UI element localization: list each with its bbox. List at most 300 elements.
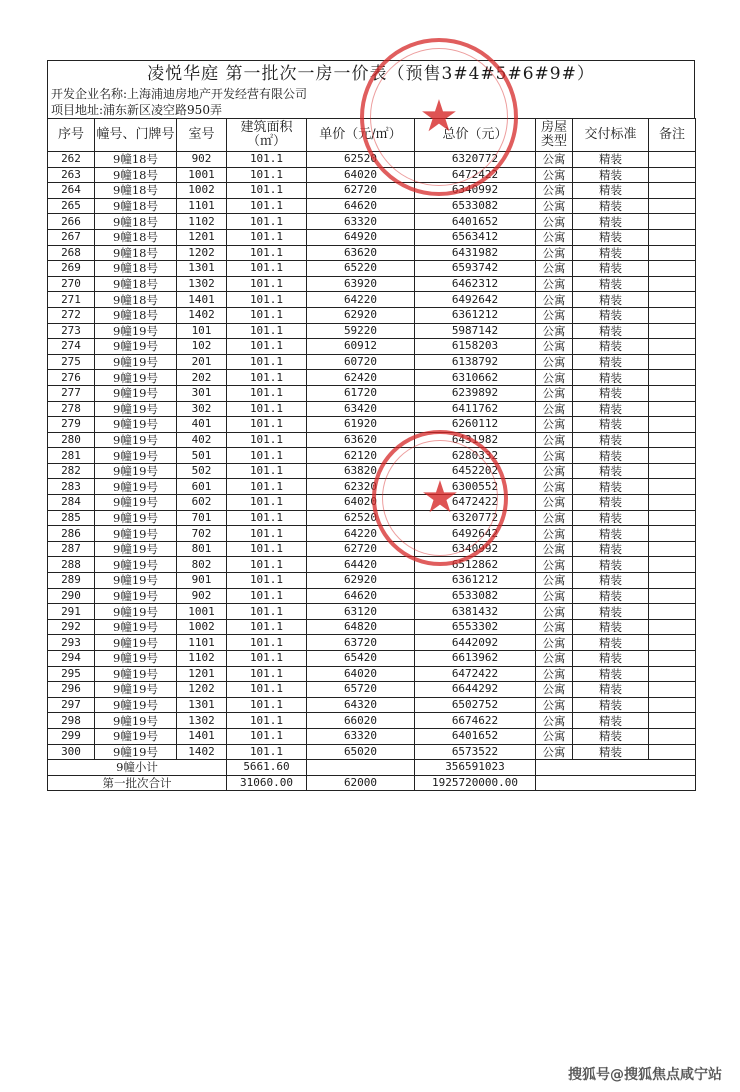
cell-unit-price: 60912 bbox=[307, 339, 415, 355]
cell-delivery: 精装 bbox=[573, 370, 649, 386]
table-row bbox=[48, 198, 696, 214]
cell-type: 公寓 bbox=[536, 682, 573, 698]
cell-area: 101.1 bbox=[227, 354, 307, 370]
cell-building: 9幢19号 bbox=[95, 557, 177, 573]
cell-building: 9幢18号 bbox=[95, 229, 177, 245]
cell-unit-price: 63120 bbox=[307, 604, 415, 620]
cell-seq: 280 bbox=[48, 432, 95, 448]
cell-type: 公寓 bbox=[536, 448, 573, 464]
cell-building: 9幢19号 bbox=[95, 588, 177, 604]
header-remark: 备注 bbox=[649, 119, 696, 152]
cell-delivery: 精装 bbox=[573, 167, 649, 183]
cell-area: 101.1 bbox=[227, 307, 307, 323]
cell-seq: 276 bbox=[48, 370, 95, 386]
cell-delivery: 精装 bbox=[573, 495, 649, 511]
cell-area: 101.1 bbox=[227, 635, 307, 651]
cell-building: 9幢19号 bbox=[95, 666, 177, 682]
cell-total-price: 6533082 bbox=[415, 588, 536, 604]
cell-area: 101.1 bbox=[227, 183, 307, 199]
cell-unit-price: 62920 bbox=[307, 307, 415, 323]
cell-delivery: 精装 bbox=[573, 713, 649, 729]
cell-seq: 300 bbox=[48, 744, 95, 760]
header-room: 室号 bbox=[177, 119, 227, 152]
table-row bbox=[48, 728, 696, 744]
cell-seq: 263 bbox=[48, 167, 95, 183]
cell-remark bbox=[649, 385, 696, 401]
table-row bbox=[48, 495, 696, 511]
cell-type: 公寓 bbox=[536, 713, 573, 729]
cell-remark bbox=[649, 666, 696, 682]
table-row bbox=[48, 339, 696, 355]
cell-total-price: 6492642 bbox=[415, 292, 536, 308]
cell-total-price: 6340992 bbox=[415, 183, 536, 199]
cell-total-price: 6563412 bbox=[415, 229, 536, 245]
cell-type: 公寓 bbox=[536, 292, 573, 308]
cell-remark bbox=[649, 417, 696, 433]
cell-remark bbox=[649, 619, 696, 635]
table-row bbox=[48, 385, 696, 401]
cell-delivery: 精装 bbox=[573, 479, 649, 495]
table-row bbox=[48, 682, 696, 698]
cell-seq: 298 bbox=[48, 713, 95, 729]
cell-total-price: 6512862 bbox=[415, 557, 536, 573]
cell-delivery: 精装 bbox=[573, 401, 649, 417]
table-row bbox=[48, 323, 696, 339]
cell-seq: 262 bbox=[48, 152, 95, 168]
price-table bbox=[47, 118, 696, 791]
cell-unit-price: 65220 bbox=[307, 261, 415, 277]
cell-area: 101.1 bbox=[227, 463, 307, 479]
cell-delivery: 精装 bbox=[573, 666, 649, 682]
cell-delivery: 精装 bbox=[573, 385, 649, 401]
cell-building: 9幢19号 bbox=[95, 573, 177, 589]
table-header-row bbox=[48, 119, 696, 152]
cell-delivery: 精装 bbox=[573, 697, 649, 713]
cell-room: 1301 bbox=[177, 261, 227, 277]
cell-unit-price: 64020 bbox=[307, 167, 415, 183]
cell-seq: 264 bbox=[48, 183, 95, 199]
cell-type: 公寓 bbox=[536, 339, 573, 355]
cell-building: 9幢19号 bbox=[95, 339, 177, 355]
cell-delivery: 精装 bbox=[573, 354, 649, 370]
cell-type: 公寓 bbox=[536, 385, 573, 401]
cell-remark bbox=[649, 198, 696, 214]
cell-area: 101.1 bbox=[227, 245, 307, 261]
cell-unit-price: 64620 bbox=[307, 588, 415, 604]
cell-type: 公寓 bbox=[536, 432, 573, 448]
cell-type: 公寓 bbox=[536, 323, 573, 339]
cell-building: 9幢19号 bbox=[95, 495, 177, 511]
cell-seq: 294 bbox=[48, 651, 95, 667]
cell-seq: 273 bbox=[48, 323, 95, 339]
cell-room: 502 bbox=[177, 463, 227, 479]
cell-building: 9幢19号 bbox=[95, 479, 177, 495]
cell-delivery: 精装 bbox=[573, 557, 649, 573]
cell-remark bbox=[649, 354, 696, 370]
cell-room: 301 bbox=[177, 385, 227, 401]
cell-room: 501 bbox=[177, 448, 227, 464]
cell-delivery: 精装 bbox=[573, 307, 649, 323]
cell-unit-price: 64620 bbox=[307, 198, 415, 214]
cell-total-price: 6320772 bbox=[415, 152, 536, 168]
cell-area: 101.1 bbox=[227, 261, 307, 277]
cell-area: 101.1 bbox=[227, 401, 307, 417]
cell-total-price: 6361212 bbox=[415, 573, 536, 589]
cell-unit-price: 63620 bbox=[307, 245, 415, 261]
cell-seq: 271 bbox=[48, 292, 95, 308]
cell-unit-price: 63320 bbox=[307, 214, 415, 230]
cell-remark bbox=[649, 651, 696, 667]
cell-delivery: 精装 bbox=[573, 463, 649, 479]
cell-total-price: 6431982 bbox=[415, 432, 536, 448]
cell-remark bbox=[649, 713, 696, 729]
cell-type: 公寓 bbox=[536, 276, 573, 292]
cell-unit-price: 64820 bbox=[307, 619, 415, 635]
cell-area: 101.1 bbox=[227, 666, 307, 682]
subtotal-unit-price bbox=[307, 760, 415, 776]
cell-total-price: 6401652 bbox=[415, 214, 536, 230]
cell-total-price: 6310662 bbox=[415, 370, 536, 386]
cell-type: 公寓 bbox=[536, 697, 573, 713]
cell-unit-price: 65020 bbox=[307, 744, 415, 760]
cell-remark bbox=[649, 463, 696, 479]
cell-delivery: 精装 bbox=[573, 198, 649, 214]
cell-building: 9幢19号 bbox=[95, 401, 177, 417]
table-row bbox=[48, 167, 696, 183]
cell-unit-price: 64320 bbox=[307, 697, 415, 713]
cell-seq: 292 bbox=[48, 619, 95, 635]
cell-total-price: 6431982 bbox=[415, 245, 536, 261]
cell-area: 101.1 bbox=[227, 167, 307, 183]
watermark-credit: 搜狐号@搜狐焦点咸宁站 bbox=[568, 1067, 722, 1083]
cell-total-price: 6260112 bbox=[415, 417, 536, 433]
cell-total-price: 6573522 bbox=[415, 744, 536, 760]
subtotal-blank bbox=[536, 760, 696, 776]
cell-seq: 283 bbox=[48, 479, 95, 495]
cell-seq: 278 bbox=[48, 401, 95, 417]
cell-seq: 295 bbox=[48, 666, 95, 682]
cell-delivery: 精装 bbox=[573, 245, 649, 261]
cell-seq: 297 bbox=[48, 697, 95, 713]
cell-seq: 296 bbox=[48, 682, 95, 698]
cell-room: 1002 bbox=[177, 619, 227, 635]
table-row bbox=[48, 261, 696, 277]
subtotal-total: 356591023 bbox=[415, 760, 536, 776]
cell-delivery: 精装 bbox=[573, 276, 649, 292]
table-row bbox=[48, 370, 696, 386]
cell-total-price: 6401652 bbox=[415, 728, 536, 744]
cell-remark bbox=[649, 728, 696, 744]
cell-type: 公寓 bbox=[536, 183, 573, 199]
cell-room: 101 bbox=[177, 323, 227, 339]
cell-total-price: 6533082 bbox=[415, 198, 536, 214]
cell-unit-price: 64220 bbox=[307, 526, 415, 542]
cell-unit-price: 64920 bbox=[307, 229, 415, 245]
cell-building: 9幢19号 bbox=[95, 713, 177, 729]
cell-room: 201 bbox=[177, 354, 227, 370]
cell-room: 302 bbox=[177, 401, 227, 417]
cell-type: 公寓 bbox=[536, 604, 573, 620]
cell-type: 公寓 bbox=[536, 526, 573, 542]
cell-building: 9幢18号 bbox=[95, 261, 177, 277]
cell-remark bbox=[649, 370, 696, 386]
cell-type: 公寓 bbox=[536, 354, 573, 370]
cell-total-price: 6361212 bbox=[415, 307, 536, 323]
cell-seq: 281 bbox=[48, 448, 95, 464]
cell-building: 9幢19号 bbox=[95, 697, 177, 713]
header-total-price: 总价（元） bbox=[415, 119, 536, 152]
cell-type: 公寓 bbox=[536, 619, 573, 635]
cell-building: 9幢19号 bbox=[95, 354, 177, 370]
cell-unit-price: 63420 bbox=[307, 401, 415, 417]
cell-type: 公寓 bbox=[536, 198, 573, 214]
cell-room: 1102 bbox=[177, 214, 227, 230]
cell-type: 公寓 bbox=[536, 541, 573, 557]
cell-building: 9幢18号 bbox=[95, 152, 177, 168]
cell-total-price: 6462312 bbox=[415, 276, 536, 292]
cell-remark bbox=[649, 183, 696, 199]
table-row bbox=[48, 666, 696, 682]
cell-delivery: 精装 bbox=[573, 417, 649, 433]
cell-type: 公寓 bbox=[536, 495, 573, 511]
cell-seq: 279 bbox=[48, 417, 95, 433]
table-row bbox=[48, 152, 696, 168]
cell-building: 9幢19号 bbox=[95, 323, 177, 339]
cell-unit-price: 62320 bbox=[307, 479, 415, 495]
cell-room: 1001 bbox=[177, 604, 227, 620]
cell-remark bbox=[649, 323, 696, 339]
table-row bbox=[48, 354, 696, 370]
cell-remark bbox=[649, 697, 696, 713]
cell-area: 101.1 bbox=[227, 588, 307, 604]
cell-remark bbox=[649, 401, 696, 417]
cell-room: 902 bbox=[177, 588, 227, 604]
cell-room: 1402 bbox=[177, 307, 227, 323]
cell-remark bbox=[649, 479, 696, 495]
cell-room: 1001 bbox=[177, 167, 227, 183]
cell-total-price: 5987142 bbox=[415, 323, 536, 339]
cell-area: 101.1 bbox=[227, 339, 307, 355]
grand-total-area: 31060.00 bbox=[227, 775, 307, 791]
grand-total-total: 1925720000.00 bbox=[415, 775, 536, 791]
star-icon: ★ bbox=[419, 91, 459, 142]
cell-seq: 289 bbox=[48, 573, 95, 589]
cell-remark bbox=[649, 682, 696, 698]
cell-remark bbox=[649, 588, 696, 604]
cell-room: 1401 bbox=[177, 292, 227, 308]
cell-seq: 285 bbox=[48, 510, 95, 526]
cell-seq: 277 bbox=[48, 385, 95, 401]
cell-delivery: 精装 bbox=[573, 292, 649, 308]
cell-unit-price: 63820 bbox=[307, 463, 415, 479]
cell-total-price: 6472422 bbox=[415, 666, 536, 682]
cell-delivery: 精装 bbox=[573, 183, 649, 199]
cell-area: 101.1 bbox=[227, 385, 307, 401]
cell-area: 101.1 bbox=[227, 417, 307, 433]
cell-type: 公寓 bbox=[536, 463, 573, 479]
cell-room: 402 bbox=[177, 432, 227, 448]
cell-unit-price: 62520 bbox=[307, 152, 415, 168]
cell-room: 902 bbox=[177, 152, 227, 168]
cell-seq: 299 bbox=[48, 728, 95, 744]
cell-room: 1002 bbox=[177, 183, 227, 199]
cell-remark bbox=[649, 526, 696, 542]
cell-type: 公寓 bbox=[536, 573, 573, 589]
developer-line: 开发企业名称:上海浦迪房地产开发经营有限公司 bbox=[47, 86, 695, 102]
cell-remark bbox=[649, 229, 696, 245]
cell-remark bbox=[649, 339, 696, 355]
table-row bbox=[48, 432, 696, 448]
cell-type: 公寓 bbox=[536, 167, 573, 183]
cell-building: 9幢19号 bbox=[95, 510, 177, 526]
cell-unit-price: 62720 bbox=[307, 183, 415, 199]
cell-remark bbox=[649, 744, 696, 760]
document-title: 凌悦华庭 第一批次一房一价表（预售3#4#5#6#9#） bbox=[47, 60, 695, 86]
cell-remark bbox=[649, 167, 696, 183]
table-row bbox=[48, 697, 696, 713]
table-row bbox=[48, 307, 696, 323]
cell-total-price: 6492642 bbox=[415, 526, 536, 542]
cell-total-price: 6138792 bbox=[415, 354, 536, 370]
cell-type: 公寓 bbox=[536, 370, 573, 386]
cell-seq: 282 bbox=[48, 463, 95, 479]
cell-unit-price: 62720 bbox=[307, 541, 415, 557]
cell-delivery: 精装 bbox=[573, 152, 649, 168]
cell-delivery: 精装 bbox=[573, 214, 649, 230]
cell-room: 1101 bbox=[177, 198, 227, 214]
cell-unit-price: 62520 bbox=[307, 510, 415, 526]
cell-unit-price: 62120 bbox=[307, 448, 415, 464]
cell-area: 101.1 bbox=[227, 323, 307, 339]
cell-total-price: 6320772 bbox=[415, 510, 536, 526]
cell-total-price: 6613962 bbox=[415, 651, 536, 667]
cell-seq: 272 bbox=[48, 307, 95, 323]
table-row bbox=[48, 526, 696, 542]
cell-seq: 291 bbox=[48, 604, 95, 620]
cell-unit-price: 64420 bbox=[307, 557, 415, 573]
cell-building: 9幢18号 bbox=[95, 245, 177, 261]
cell-total-price: 6674622 bbox=[415, 713, 536, 729]
table-row bbox=[48, 448, 696, 464]
cell-total-price: 6381432 bbox=[415, 604, 536, 620]
cell-room: 1102 bbox=[177, 651, 227, 667]
cell-total-price: 6644292 bbox=[415, 682, 536, 698]
cell-area: 101.1 bbox=[227, 697, 307, 713]
cell-delivery: 精装 bbox=[573, 728, 649, 744]
cell-building: 9幢18号 bbox=[95, 276, 177, 292]
cell-unit-price: 66020 bbox=[307, 713, 415, 729]
cell-area: 101.1 bbox=[227, 510, 307, 526]
table-row bbox=[48, 214, 696, 230]
cell-total-price: 6442092 bbox=[415, 635, 536, 651]
cell-room: 1202 bbox=[177, 682, 227, 698]
header-delivery: 交付标准 bbox=[573, 119, 649, 152]
cell-type: 公寓 bbox=[536, 152, 573, 168]
table-row bbox=[48, 417, 696, 433]
cell-building: 9幢18号 bbox=[95, 214, 177, 230]
cell-total-price: 6158203 bbox=[415, 339, 536, 355]
cell-remark bbox=[649, 214, 696, 230]
subtotal-label: 9幢小计 bbox=[48, 760, 227, 776]
cell-remark bbox=[649, 604, 696, 620]
table-row bbox=[48, 229, 696, 245]
cell-room: 601 bbox=[177, 479, 227, 495]
cell-building: 9幢18号 bbox=[95, 183, 177, 199]
cell-unit-price: 63720 bbox=[307, 635, 415, 651]
cell-building: 9幢19号 bbox=[95, 682, 177, 698]
cell-delivery: 精装 bbox=[573, 744, 649, 760]
cell-total-price: 6553302 bbox=[415, 619, 536, 635]
cell-room: 202 bbox=[177, 370, 227, 386]
cell-type: 公寓 bbox=[536, 635, 573, 651]
table-row bbox=[48, 479, 696, 495]
cell-remark bbox=[649, 152, 696, 168]
cell-room: 801 bbox=[177, 541, 227, 557]
cell-area: 101.1 bbox=[227, 651, 307, 667]
cell-room: 1201 bbox=[177, 229, 227, 245]
cell-building: 9幢19号 bbox=[95, 635, 177, 651]
cell-type: 公寓 bbox=[536, 401, 573, 417]
cell-building: 9幢19号 bbox=[95, 463, 177, 479]
cell-unit-price: 59220 bbox=[307, 323, 415, 339]
cell-type: 公寓 bbox=[536, 307, 573, 323]
header-unit-price: 单价（元/㎡） bbox=[307, 119, 415, 152]
cell-total-price: 6300552 bbox=[415, 479, 536, 495]
cell-total-price: 6472422 bbox=[415, 495, 536, 511]
cell-delivery: 精装 bbox=[573, 448, 649, 464]
cell-room: 1101 bbox=[177, 635, 227, 651]
cell-area: 101.1 bbox=[227, 682, 307, 698]
cell-building: 9幢18号 bbox=[95, 198, 177, 214]
cell-total-price: 6472422 bbox=[415, 167, 536, 183]
cell-seq: 274 bbox=[48, 339, 95, 355]
cell-seq: 288 bbox=[48, 557, 95, 573]
cell-type: 公寓 bbox=[536, 588, 573, 604]
cell-delivery: 精装 bbox=[573, 619, 649, 635]
cell-type: 公寓 bbox=[536, 245, 573, 261]
cell-unit-price: 64220 bbox=[307, 292, 415, 308]
cell-unit-price: 60720 bbox=[307, 354, 415, 370]
grand-total-row bbox=[48, 775, 696, 791]
table-row bbox=[48, 541, 696, 557]
cell-remark bbox=[649, 292, 696, 308]
header-seq: 序号 bbox=[48, 119, 95, 152]
cell-remark bbox=[649, 495, 696, 511]
cell-room: 102 bbox=[177, 339, 227, 355]
cell-remark bbox=[649, 245, 696, 261]
cell-type: 公寓 bbox=[536, 728, 573, 744]
cell-building: 9幢19号 bbox=[95, 370, 177, 386]
table-row bbox=[48, 245, 696, 261]
cell-type: 公寓 bbox=[536, 229, 573, 245]
cell-seq: 284 bbox=[48, 495, 95, 511]
table-row bbox=[48, 463, 696, 479]
cell-room: 1302 bbox=[177, 276, 227, 292]
cell-remark bbox=[649, 432, 696, 448]
cell-delivery: 精装 bbox=[573, 261, 649, 277]
cell-delivery: 精装 bbox=[573, 682, 649, 698]
cell-room: 1302 bbox=[177, 713, 227, 729]
table-row bbox=[48, 573, 696, 589]
cell-type: 公寓 bbox=[536, 651, 573, 667]
cell-seq: 266 bbox=[48, 214, 95, 230]
cell-delivery: 精装 bbox=[573, 651, 649, 667]
cell-area: 101.1 bbox=[227, 479, 307, 495]
cell-building: 9幢19号 bbox=[95, 728, 177, 744]
cell-total-price: 6340992 bbox=[415, 541, 536, 557]
table-row bbox=[48, 635, 696, 651]
cell-area: 101.1 bbox=[227, 526, 307, 542]
